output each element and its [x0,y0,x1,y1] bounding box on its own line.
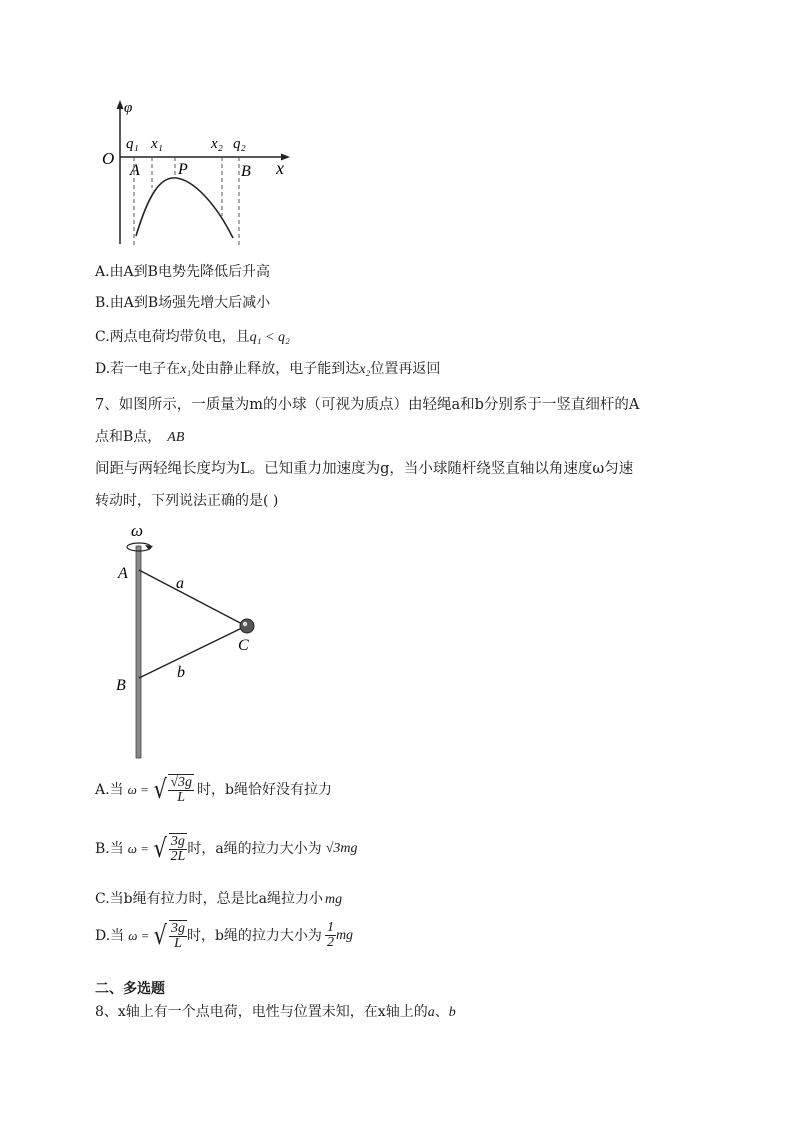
B-label: B [116,677,126,694]
q2-label: q₂ [233,136,246,152]
q6-option-d-mid: 处由静止释放，电子能到达 [191,361,360,377]
q7-option-b-pre: B.当 [95,840,124,857]
q6-option-d-pre: D.若一电子在 [95,361,181,377]
q7-option-d [95,920,353,951]
vertical-rod [136,546,141,758]
rotating-rod-figure [110,520,270,765]
q7-option-d-pre: D.当 [95,927,125,944]
q7-option-a-post: 时，b绳恰好没有拉力 [197,781,332,798]
q6-option-c [95,328,290,347]
q6-option-d-x1: x₁ [180,362,192,377]
q7-line1: 7、如图所示，一质量为m的小球（可视为质点）由轻绳a和b分别系于一竖直细杆的A [95,397,640,413]
q8-b: b [448,1005,456,1020]
q7-option-b-answer: √3mg [325,840,358,856]
A-point-label: A [130,162,140,179]
q7-line2-math: AB [167,430,185,445]
rope-b [139,626,246,678]
ball-c [240,619,254,633]
phi-label: φ [124,100,133,116]
origin-label: O [102,149,115,168]
q7-option-d-post: 时，b绳的拉力大小为 [186,927,322,944]
q8-a: a [427,1005,435,1020]
q8-text: 8、x轴上有一个点电荷，电性与位置未知，在x轴上的 [95,1004,428,1020]
q7-option-b-omega: ω = [127,840,149,856]
potential-graph [98,96,298,251]
b-label: b [177,664,185,681]
q7-option-d-fraction: $\frac{1}{2}$ [326,920,334,950]
q6-option-b: B.由A到B场强先增大后减小 [95,295,271,311]
q8-line1 [95,1003,456,1022]
q7-option-a-pre: A.当 [95,781,124,798]
q6-option-c-math: q₁ < q₂ [249,330,290,345]
q7-option-c-text: C.当b绳有拉力时，总是比a绳拉力小 [95,891,323,907]
q7-option-b-post: 时，a绳的拉力大小为 [187,840,322,857]
x2-label: x₂ [211,136,223,152]
q7-line2 [95,428,184,447]
q7-option-c [95,890,342,909]
q7-option-b [95,833,357,864]
q7-line2-text: 点和B点， [95,429,162,445]
A-label: A [118,565,128,582]
q7-option-d-answer: mg [335,927,354,943]
rope-a [139,570,246,626]
section-heading: 二、多选题 [95,981,165,997]
y-axis-arrow [117,100,124,109]
q7-option-c-answer: mg [324,892,343,907]
q6-option-d [95,360,440,379]
q7-option-a [95,774,332,805]
P-point-label: P [178,161,188,178]
q7-line4: 转动时，下列说法正确的是( ) [95,493,279,509]
q7-option-d-sqrt: √ $\frac{3g}{L}$ [154,920,185,951]
B-point-label: B [241,163,251,180]
q7-option-b-sqrt: √ $\frac{3g}{2L}$ [153,833,186,864]
q7-option-a-omega: ω = [127,781,149,797]
q6-option-d-x2: x₂ [359,362,371,377]
q7-option-d-omega: ω = [128,927,150,943]
x-axis-label: x [276,158,284,178]
x1-label: x₁ [151,136,163,152]
q8-sep: 、 [434,1004,449,1020]
q1-label: q₁ [126,136,139,152]
C-label: C [238,637,249,654]
q7-line3: 间距与两轻绳长度均为L。已知重力加速度为g，当小球随杆绕竖直轴以角速度ω匀速 [95,461,634,477]
q7-option-a-sqrt: √ $\frac{√3g}{L}$ [153,774,193,805]
a-label: a [176,575,184,592]
q6-option-a: A.由A到B电势先降低后升高 [95,264,270,280]
omega-label: ω [131,521,144,540]
q6-option-d-post: 位置再返回 [370,361,441,377]
q6-option-c-text: C.两点电荷均带负电，且 [95,329,250,345]
potential-curve [136,178,233,238]
